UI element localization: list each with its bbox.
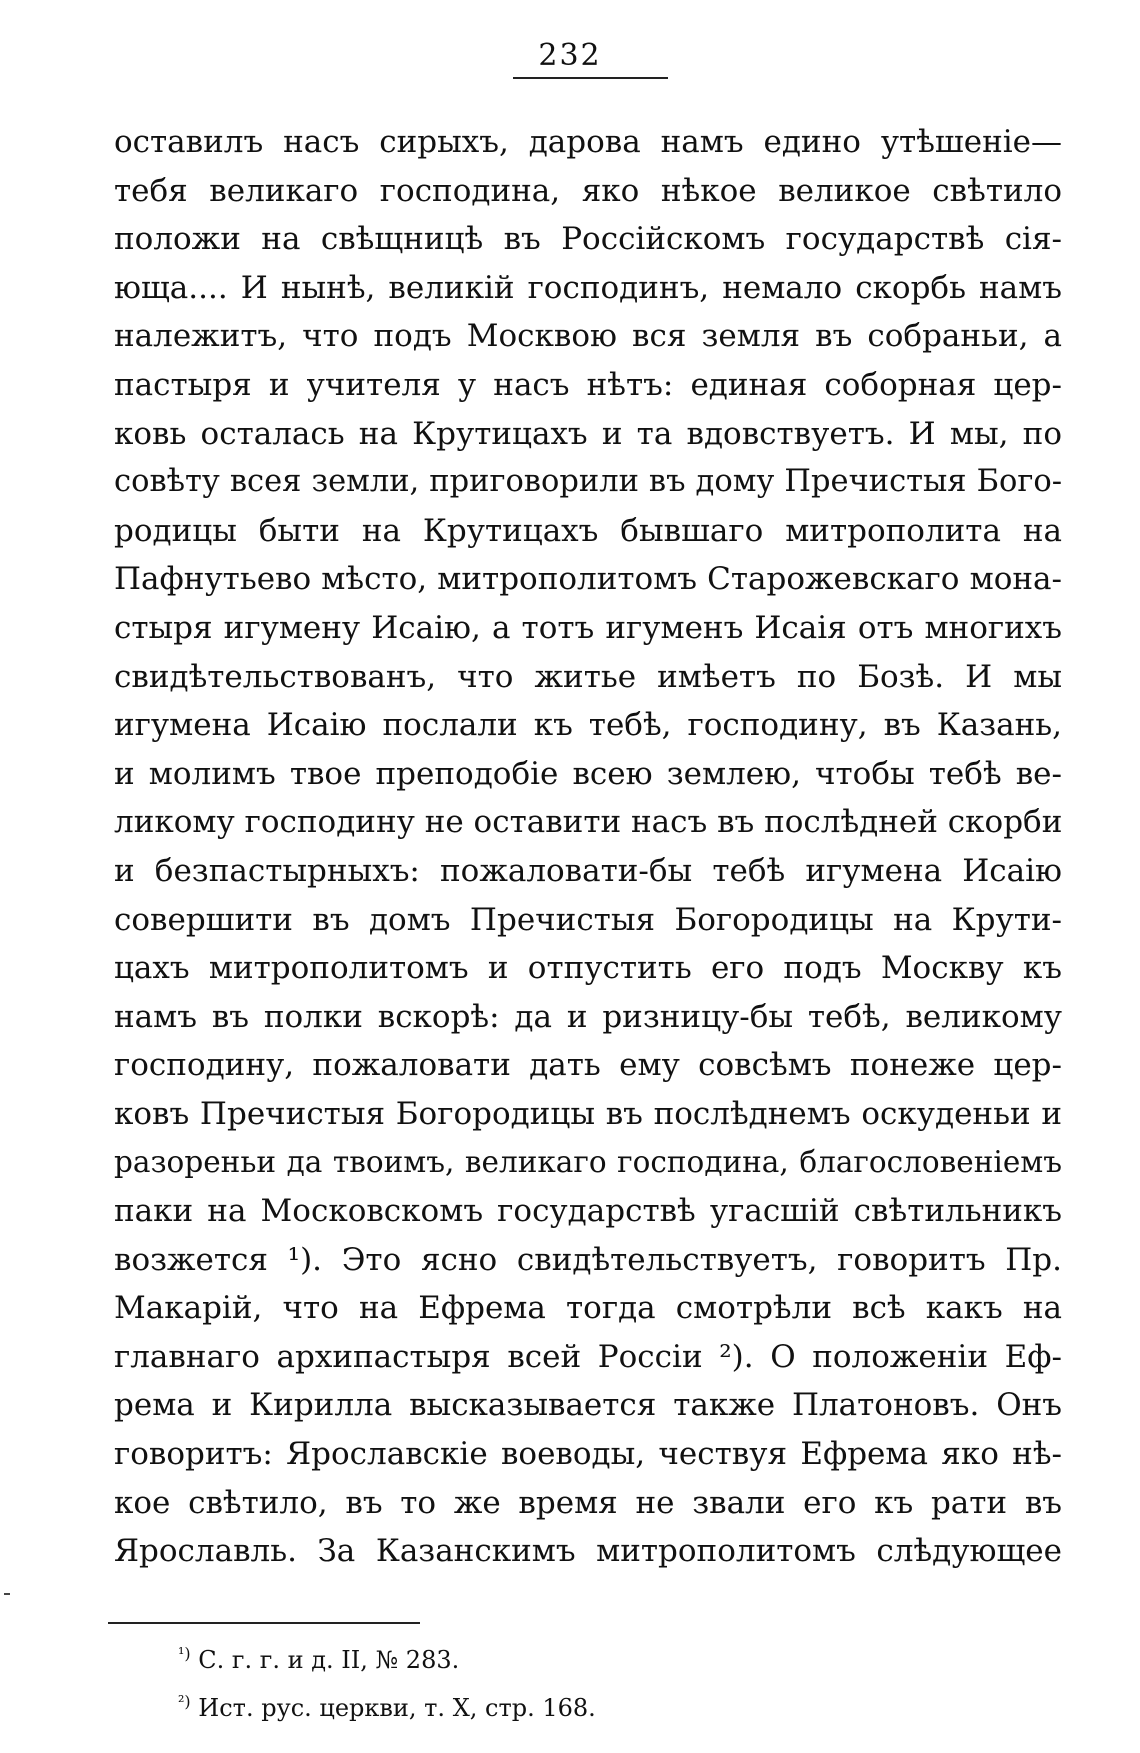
footnote [178, 1633, 878, 1681]
text-line: свидѣтельствованъ, что житье имѣетъ по Бозѣ. И мы [114, 658, 1062, 695]
text-line: ликому господину не оставити насъ въ послѣдней скорби [114, 804, 1063, 841]
text-line: совершити въ домъ Пречистыя Богородицы на Крути- [114, 901, 1062, 938]
text-line: совѣту всея земли, приговорили въ дому Пречистыя Бого- [114, 464, 1062, 500]
header-rule [513, 77, 668, 79]
text-line: оставилъ насъ сирыхъ, дарова намъ едино утѣшеніе— [114, 124, 1062, 160]
footnote-mark: ¹) [178, 1644, 191, 1663]
text-line: и молимъ твое преподобіе всею землею, чтобы тебѣ ве- [114, 755, 1062, 792]
text-line: главнаго архипастыря всей Россіи ²). О положеніи Еф- [114, 1338, 1062, 1375]
footnote [178, 1681, 878, 1729]
text-line: цахъ митрополитомъ и отпустить его подъ Москву къ [114, 950, 1062, 987]
text-line: господину, пожаловати дать ему совсѣмъ понеже цер- [114, 1047, 1062, 1084]
text-line: Макарій, что на Ефрема тогда смотрѣли всѣ какъ на [114, 1290, 1062, 1327]
text-line: родицы быти на Крутицахъ бывшаго митрополита на [114, 512, 1062, 549]
text-line: пастыря и учителя у насъ нѣтъ: единая соборная цер- [114, 366, 1062, 403]
footnotes [178, 1633, 878, 1729]
text-line: тебя великаго господина, яко нѣкое великое свѣтило [114, 172, 1062, 209]
text-line: Ярославль. За Казанскимъ митрополитомъ слѣдующее [114, 1533, 1062, 1570]
text-line: ковь осталась на Крутицахъ и та вдовствуетъ. И мы, по [114, 415, 1062, 452]
margin-mark [4, 1593, 10, 1595]
text-line: ковъ Пречистыя Богородицы въ послѣднемъ оскуденьи и [114, 1095, 1062, 1132]
text-line: Пафнутьево мѣсто, митрополитомъ Старожевскаго мона- [114, 561, 1062, 598]
text-line: юща.... И нынѣ, великій господинъ, немало скорбь намъ [114, 269, 1062, 306]
text-line: возжется ¹). Это ясно свидѣтельствуетъ, говоритъ Пр. [114, 1241, 1062, 1278]
page-number: 232 [538, 38, 602, 73]
text-line: належитъ, что подъ Москвою вся земля въ собраньи, а [114, 318, 1062, 355]
text-line: положи на свѣщницѣ въ Россійскомъ государствѣ сія- [114, 221, 1062, 258]
footnote-text: Ист. рус. церкви, т. X, стр. 168. [198, 1694, 596, 1722]
footnote-mark: ²) [178, 1692, 191, 1711]
text-line: кое свѣтило, въ то же время не звали его къ рати въ [114, 1484, 1062, 1521]
text-line: говоритъ: Ярославскіе воеводы, чествуя Ефрема яко нѣ- [114, 1436, 1062, 1473]
text-line: рема и Кирилла высказывается также Платоновъ. Онъ [114, 1387, 1062, 1424]
text-line: и безпастырныхъ: пожаловати-бы тебѣ игумена Исаію [114, 852, 1062, 889]
text-line: игумена Исаію послали къ тебѣ, господину, въ Казань, [114, 707, 1062, 744]
footnote-text: С. г. г. и д. II, № 283. [198, 1646, 460, 1674]
text-line: паки на Московскомъ государствѣ угасшій свѣтильникъ [114, 1193, 1062, 1230]
text-line: разореньи да твоимъ, великаго господина, благословеніемъ [114, 1145, 1062, 1180]
body-text [114, 118, 1062, 1576]
text-line: намъ въ полки вскорѣ: да и ризницу-бы тебѣ, великому [114, 998, 1062, 1035]
text-line: стыря игумену Исаію, а тотъ игуменъ Исаія отъ многихъ [114, 609, 1062, 646]
footnote-rule [108, 1622, 420, 1624]
